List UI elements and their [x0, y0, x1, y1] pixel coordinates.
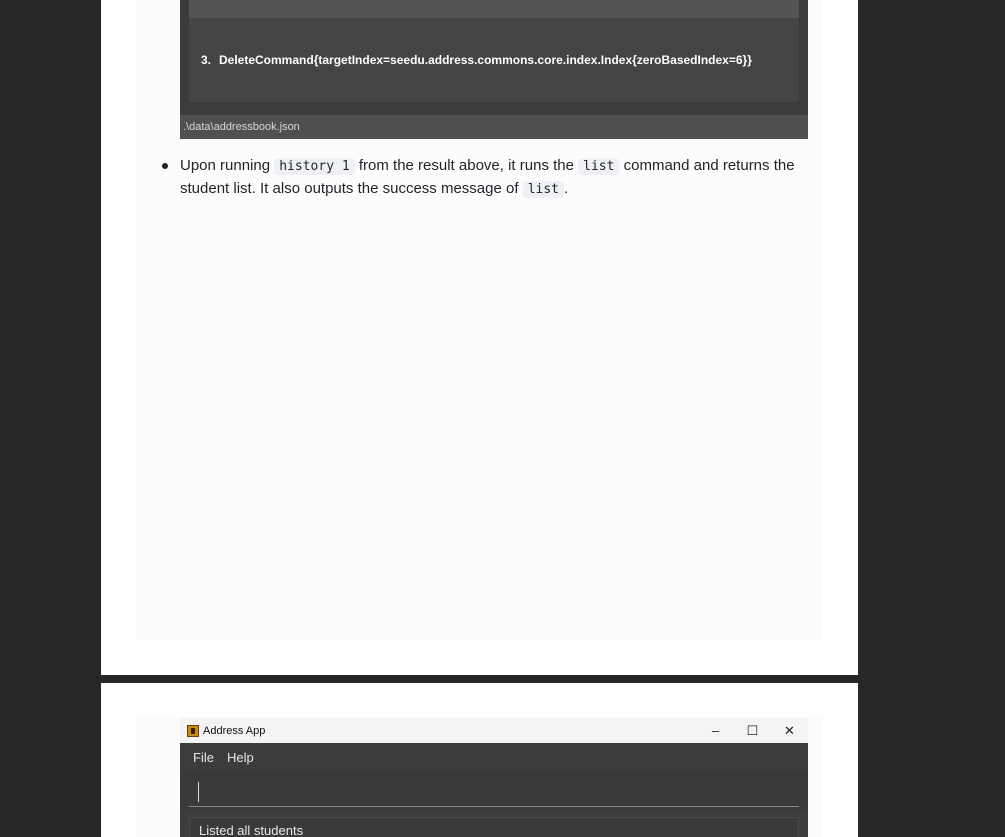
- menu-item-help[interactable]: Help: [226, 749, 254, 765]
- minimize-icon[interactable]: –: [711, 723, 720, 738]
- status-bar-path: .\data\addressbook.json: [180, 115, 808, 139]
- inline-code: list: [523, 181, 564, 198]
- text-segment: .: [564, 180, 569, 197]
- bullet-icon: [162, 163, 168, 169]
- screenshot-address-app-window: [180, 718, 808, 837]
- text-segment: command and returns the student list. It also outputs the success message of: [180, 157, 795, 197]
- text-segment: from the result above, it runs the: [354, 157, 579, 174]
- window-controls: [697, 718, 808, 743]
- history-list-item: [189, 18, 799, 102]
- history-item-number: 3.: [201, 53, 212, 67]
- command-box: [180, 771, 808, 811]
- screenshot-command-history: [180, 0, 808, 139]
- bullet-list: [162, 155, 802, 201]
- maximize-icon[interactable]: ☐: [746, 722, 759, 738]
- command-input[interactable]: [189, 779, 799, 807]
- text-segment: Upon running: [180, 157, 275, 174]
- menu-item-file[interactable]: File: [193, 749, 214, 765]
- history-list-item: [189, 0, 799, 18]
- menu-bar: [180, 743, 808, 771]
- list-item: [162, 155, 802, 201]
- text-caret: [198, 782, 199, 802]
- inline-code: history 1: [274, 158, 354, 175]
- history-item-text: DeleteCommand{targetIndex=seedu.address.commons.core.index.Index{zeroBasedIndex=6}}: [219, 53, 752, 67]
- close-icon[interactable]: ✕: [784, 722, 795, 738]
- window-title: Address App: [203, 724, 266, 737]
- inline-code: list: [578, 158, 619, 175]
- title-bar: [180, 718, 808, 743]
- app-icon: [187, 725, 199, 737]
- result-display: Listed all students: [189, 817, 799, 837]
